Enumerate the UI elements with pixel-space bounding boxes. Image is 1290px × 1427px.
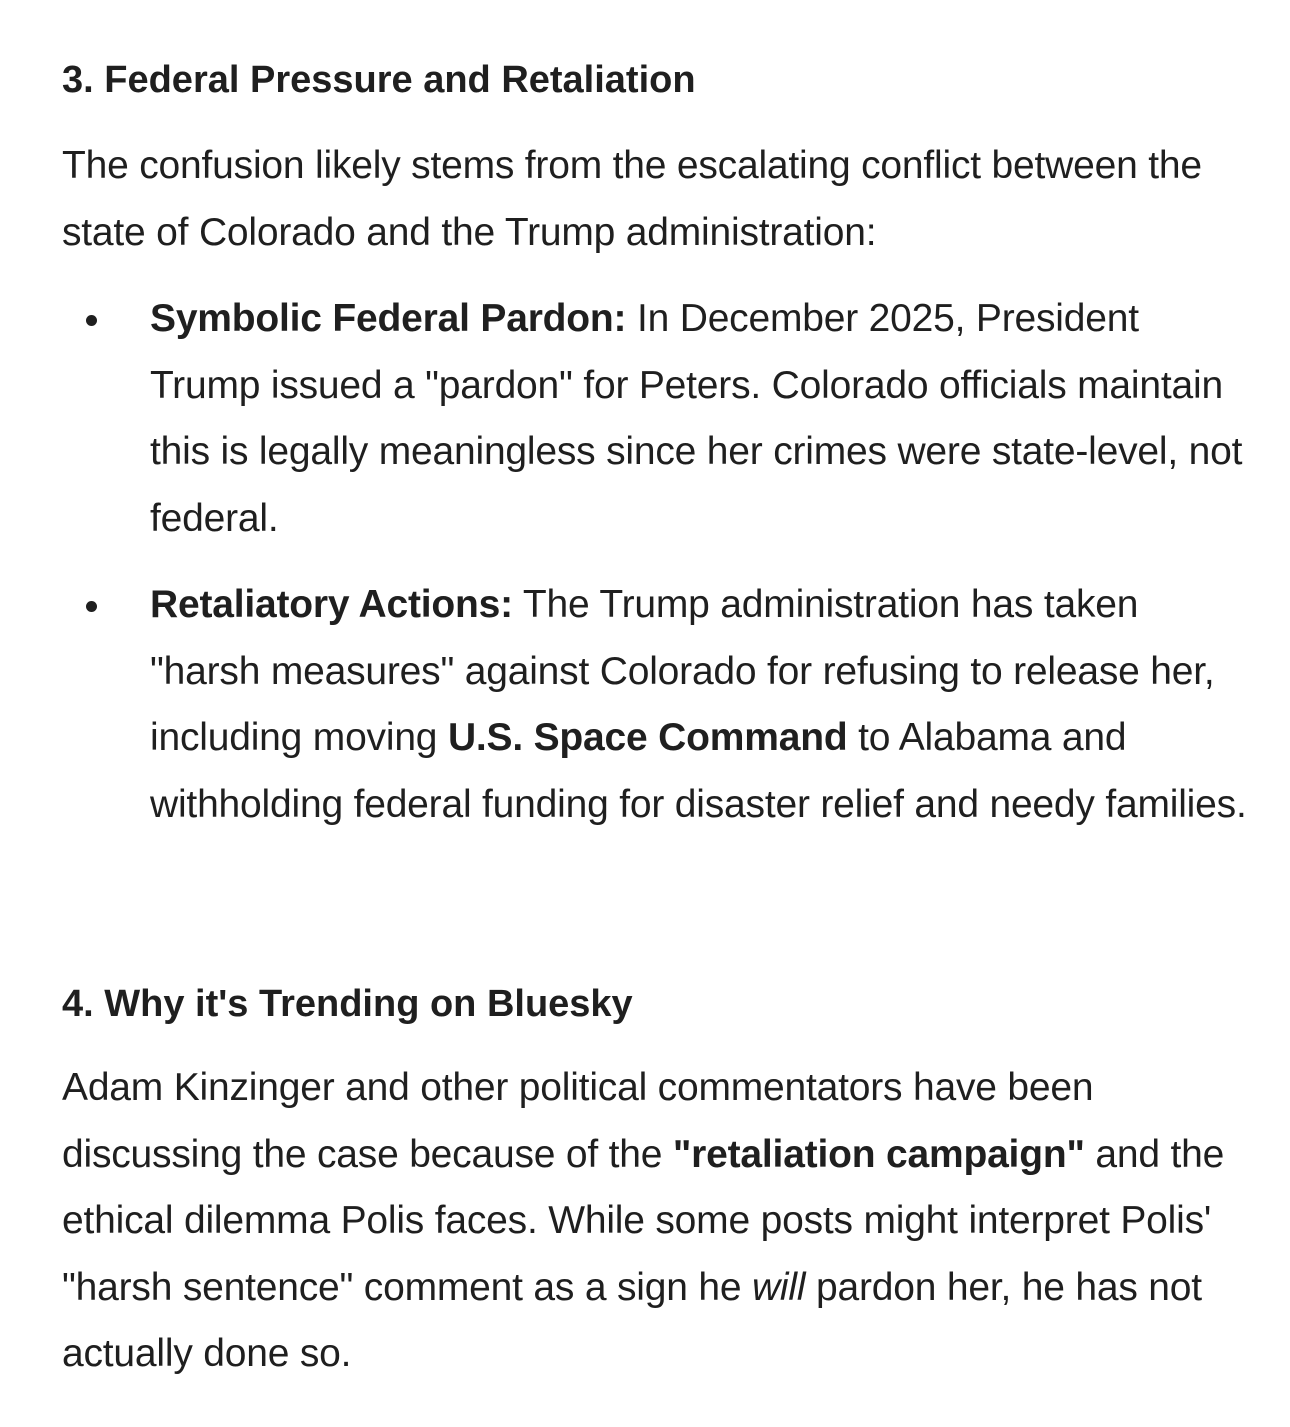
section-3-intro: The confusion likely stems from the escalating conflict between the state of Colorado and the Trump administration: [62,144,1202,254]
list-item [62,572,1250,838]
bullet-text: The Trump administration has taken "harsh measures" against Colorado for refusing to release her, including moving [150,583,1215,759]
paragraph-text: pardon her, he has not actually done so. [62,1265,1202,1375]
paragraph-text: Adam Kinzinger and other political commentators have been discussing the case because of the [62,1066,1094,1176]
list-item [62,286,1250,552]
italic-term: will [751,1265,806,1309]
section-4-paragraph [62,1055,1250,1388]
bullet-icon [86,601,97,612]
paragraph-text: and the ethical dilemma Polis faces. While some posts might interpret Polis' "harsh sentence" comment as a sign he [62,1132,1225,1309]
bold-term: U.S. Space Command [447,716,848,759]
section-4-heading: 4. Why it's Trending on Bluesky [62,983,633,1025]
bullet-text: In December 2025, President Trump issued a "pardon" for Peters. Colorado officials maintain this is legally meaningless since her crimes were state-level, not federal. [150,297,1243,540]
bullet-icon [86,315,97,326]
bullet-label: Symbolic Federal Pardon: [150,297,627,340]
section-3-heading: 3. Federal Pressure and Retaliation [62,59,696,101]
bullet-text: to Alabama and withholding federal funding for disaster relief and needy families. [150,716,1247,826]
section-3-bullet-list [62,286,1250,858]
bold-term: "retaliation campaign" [672,1132,1085,1176]
bullet-label: Retaliatory Actions: [150,583,513,626]
